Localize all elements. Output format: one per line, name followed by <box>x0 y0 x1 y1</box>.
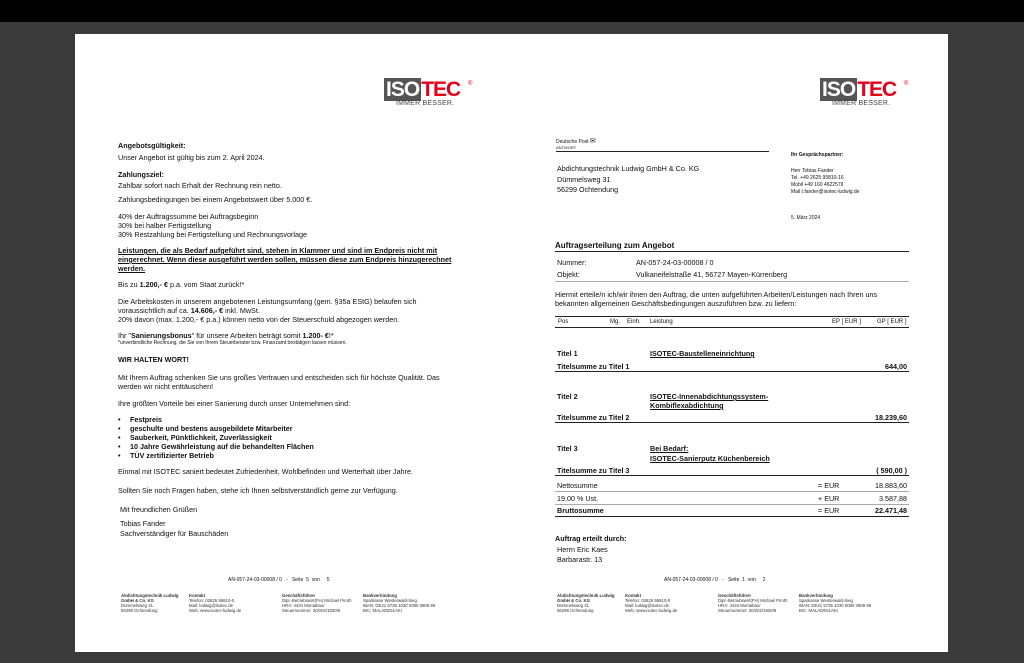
vertrauen-line: Mit Ihrem Auftrag schenken Sie uns großes Vertrauen und entscheiden sich für höchste Qualität. Das <box>118 373 440 382</box>
brutto-value: 22.471,48 <box>875 506 907 515</box>
bedarf-line: eingerechnet. Wenn diese ausgeführt werden sollen, müssen diese zum Endpreis hinzugerechnet <box>118 255 452 264</box>
intro-line: bekannten allgemeinen Geschäftsbedingungen auszuführen bzw. zu liefern: <box>555 299 797 308</box>
brutto-divider <box>555 516 909 517</box>
netto-currency: = EUR <box>818 481 840 490</box>
post-label: Deutsche Post ✉ <box>556 138 596 145</box>
footer-company: Abdichtungstechnik Ludwig GmbH & Co. KG Dümmelsweg 31 56299 Ochtendung <box>121 593 179 613</box>
erteilt-street: Barbarastr. 13 <box>557 555 603 564</box>
recipient-line: Dümmelsweg 31 <box>557 175 611 184</box>
arbeit-line: voraussichtlich auf ca. 14.606,- € inkl. MwSt. <box>118 306 260 315</box>
rate-line: 40% der Auftragssumme bei Auftragsbeginn <box>118 212 259 221</box>
zahlung-line: Zahlungsbedingungen bei einem Angebotswert über 5.000 €. <box>118 195 313 204</box>
netto-label: Nettosumme <box>557 481 598 490</box>
titel-label: Titel 1 <box>557 349 578 358</box>
zahlung-line: Zahlbar sofort nach Erhalt der Rechnung rein netto. <box>118 181 282 190</box>
contact-line: Mobil +49 160 4622579 <box>791 182 844 188</box>
titel-divider <box>555 475 909 476</box>
document-spread <box>75 34 948 652</box>
page-1 <box>511 34 948 652</box>
titel-sum-label: Titelsumme zu Titel 2 <box>557 413 630 422</box>
objekt-label: Objekt: <box>557 270 580 279</box>
footer-management: Geschäftsführer Dipl.-Betriebswirt(FH) Michael Piroth HRA: 4434 Montabaur Steuernummer: 30/202/1820/9 <box>718 593 788 613</box>
titel-name: Bei Bedarf: <box>650 444 689 453</box>
col-einh: Einh. <box>627 319 641 325</box>
footer-contact: Kontakt Telefon: 02625 95810-0 Mail: ludwig@isotec.de Web: www.isotec-ludwig.de <box>189 593 242 613</box>
angebot-text: Unser Angebot ist gültig bis zum 2. April 2024. <box>118 153 265 162</box>
rate-line: 30% bei halber Fertigstellung <box>118 221 212 230</box>
signature-name: Tobias Fander <box>120 519 166 528</box>
staat-line: Bis zu 1.200,- € p.a. vom Staat zurück!* <box>118 280 245 289</box>
titel-sum: 18.239,60 <box>875 413 907 422</box>
document-title: Auftragserteilung zum Angebot <box>555 241 675 250</box>
date: 5. März 2024 <box>791 215 821 221</box>
table-header-top <box>555 316 909 317</box>
titel-divider <box>555 371 909 372</box>
brutto-currency: = EUR <box>818 506 840 515</box>
fragen-line: Sollten Sie noch Fragen haben, stehe ich Ihnen selbstverständlich gerne zur Verfügung. <box>118 486 398 495</box>
titel-label: Titel 2 <box>557 392 578 401</box>
intro-line: Hiermit erteile/n ich/wir ihnen den Auftrag, die unten aufgeführten Arbeiten/Leistungen nach Ihren uns <box>555 290 878 299</box>
titel-sum: ( 590,00 ) <box>876 466 907 475</box>
vorteil-item: • Festpreis <box>118 415 162 424</box>
vorteil-item: • Sauberkeit, Pünktlichkeit, Zuverlässigkeit <box>118 433 272 442</box>
logo-slogan: IMMER BESSER. <box>396 100 455 107</box>
vertrauen-line: werden wir nicht enttäuschen! <box>118 382 214 391</box>
footnote: *unverbindliche Rechnung, die Sie von Ihrem Steuerberater bzw. Finanzamt bestätigen lassen müssen. <box>118 340 347 346</box>
col-gp: GP [ EUR ] <box>877 319 907 325</box>
col-ep: EP [ EUR ] <box>832 319 861 325</box>
col-leistung: Leistung <box>650 319 673 325</box>
bedarf-line: werden. <box>118 264 146 273</box>
titel-name: ISOTEC-Innenabdichtungssystem- <box>650 392 769 401</box>
vorteil-item: • TÜV zertifizierter Betrieb <box>118 451 214 460</box>
footer-company: Abdichtungstechnik Ludwig GmbH & Co. KG Dümmelsweg 31 56299 Ochtendung <box>557 593 615 613</box>
vorteile-intro: Ihre größten Vorteile bei einer Sanierung durch unser Unternehmen sind: <box>118 399 351 408</box>
brutto-label: Bruttosumme <box>557 506 604 515</box>
contact-line: Mail t.fander@isotec-ludwig.de <box>791 189 860 195</box>
objekt-value: Vulkaneifelstraße 41, 56727 Mayen-Kürrenberg <box>636 270 788 279</box>
angebot-heading: Angebotsgültigkeit: <box>118 141 186 150</box>
address-divider <box>556 151 769 152</box>
erteilt-heading: Auftrag erteilt durch: <box>555 534 627 543</box>
erteilt-name: Herrn Eric Kaes <box>557 545 608 554</box>
zahlung-heading: Zahlungsziel: <box>118 170 164 179</box>
recipient-line: Abdichtungstechnik Ludwig GmbH & Co. KG <box>557 164 700 173</box>
contact-heading: Ihr Gesprächspartner: <box>791 152 844 158</box>
footer-contact: Kontakt Telefon: 02625 95810-0 Mail: ludwig@isotec.de Web: www.isotec-ludwig.de <box>625 593 678 613</box>
titel-label: Titel 3 <box>557 444 578 453</box>
signature-title: Sachverständiger für Bauschäden <box>120 529 229 538</box>
isotec-logo: ISOTEC ® IMMER BESSER. <box>386 78 473 107</box>
titel-divider <box>555 422 909 423</box>
page-number-line: AN-057-24-03-00008 / 0 - Seite 1 von 2 <box>664 577 766 583</box>
logo-slogan: IMMER BESSER. <box>832 100 891 107</box>
post-horn-icon: ✉ <box>589 138 596 145</box>
ust-value: 3.587,88 <box>879 494 907 503</box>
title-divider <box>555 251 909 252</box>
col-pos: Pos <box>558 319 569 325</box>
halten-heading: WIR HALTEN WORT! <box>118 355 189 364</box>
nummer-value: AN-057-24-03-00008 / 0 <box>636 258 714 267</box>
titel-name: ISOTEC-Sanierputz Küchenbereich <box>650 454 770 463</box>
isotec-logo: ISOTEC ® IMMER BESSER. <box>822 78 909 107</box>
titel-sum: 644,00 <box>885 362 907 371</box>
einmal-line: Einmal mit ISOTEC saniert bedeutet Zufriedenheit, Wohlbefinden und Werterhalt über Jahre. <box>118 467 413 476</box>
recipient-line: 56299 Ochtendung <box>557 185 619 194</box>
col-mg: Mg. <box>610 319 621 325</box>
bedarf-line: Leistungen, die als Bedarf aufgeführt sind, stehen in Klammer und sind im Endpreis nicht mit <box>118 246 438 255</box>
vorteil-item: • 10 Jahre Gewährleistung auf die behandelten Flächen <box>118 442 314 451</box>
ust-divider <box>555 504 909 505</box>
arbeit-line: Die Arbeitskosten in unserem angebotenen Leistungsumfang (gem. §35a EStG) belaufen sich <box>118 297 417 306</box>
titel-sum-label: Titelsumme zu Titel 3 <box>557 466 630 475</box>
titel-name: Kombiflexabdichtung <box>650 401 724 410</box>
bonus-line: Ihr "Sanierungsbonus" für unsere Arbeiten beträgt somit 1.200- €!* <box>118 331 334 340</box>
footer-bank: Bankverbindung Sparkasse Westerwald-Sieg IBAN: DE41 5735 1030 0080 0809 89 BIC: MALADE51AKI <box>363 593 436 613</box>
arbeit-line: 20% davon (max. 1.200,- € p.a.) können netto von der Steuerschuld abgezogen werden. <box>118 315 400 324</box>
contact-line: Tel. +49 2625 95810-16 <box>791 175 844 181</box>
netto-value: 18.883,60 <box>875 481 907 490</box>
contact-line: Herr Tobias Fander <box>791 168 834 174</box>
netto-divider <box>555 491 909 492</box>
titel-name: ISOTEC-Baustelleneinrichtung <box>650 349 755 358</box>
gruss-line: Mit freundlichen Grüßen <box>120 505 198 514</box>
titel-sum-label: Titelsumme zu Titel 1 <box>557 362 630 371</box>
ust-currency: + EUR <box>818 494 840 503</box>
footer-management: Geschäftsführer Dipl.-Betriebswirt(FH) Michael Piroth HRA: 4434 Montabaur Steuernummer: 30/202/1820/9 <box>282 593 352 613</box>
post-sub: ANTWORT <box>556 145 577 150</box>
footer-bank: Bankverbindung Sparkasse Westerwald-Sieg IBAN: DE41 5735 1030 0080 0809 89 BIC: MALADE51AKI <box>799 593 872 613</box>
objekt-divider <box>555 281 909 282</box>
page-5 <box>75 34 511 652</box>
nummer-label: Nummer: <box>557 258 587 267</box>
table-header-bottom <box>555 327 909 328</box>
ust-label: 19,00 % Ust. <box>557 494 599 503</box>
page-number-line: AN-057-24-03-00008 / 0 - Seite 5 von 5 <box>228 577 330 583</box>
vorteil-item: • geschulte und bestens ausgebildete Mitarbeiter <box>118 424 293 433</box>
viewer-top-bar <box>0 0 1024 22</box>
rate-line: 30% Restzahlung bei Fertigstellung und Rechnungsvorlage <box>118 230 307 239</box>
